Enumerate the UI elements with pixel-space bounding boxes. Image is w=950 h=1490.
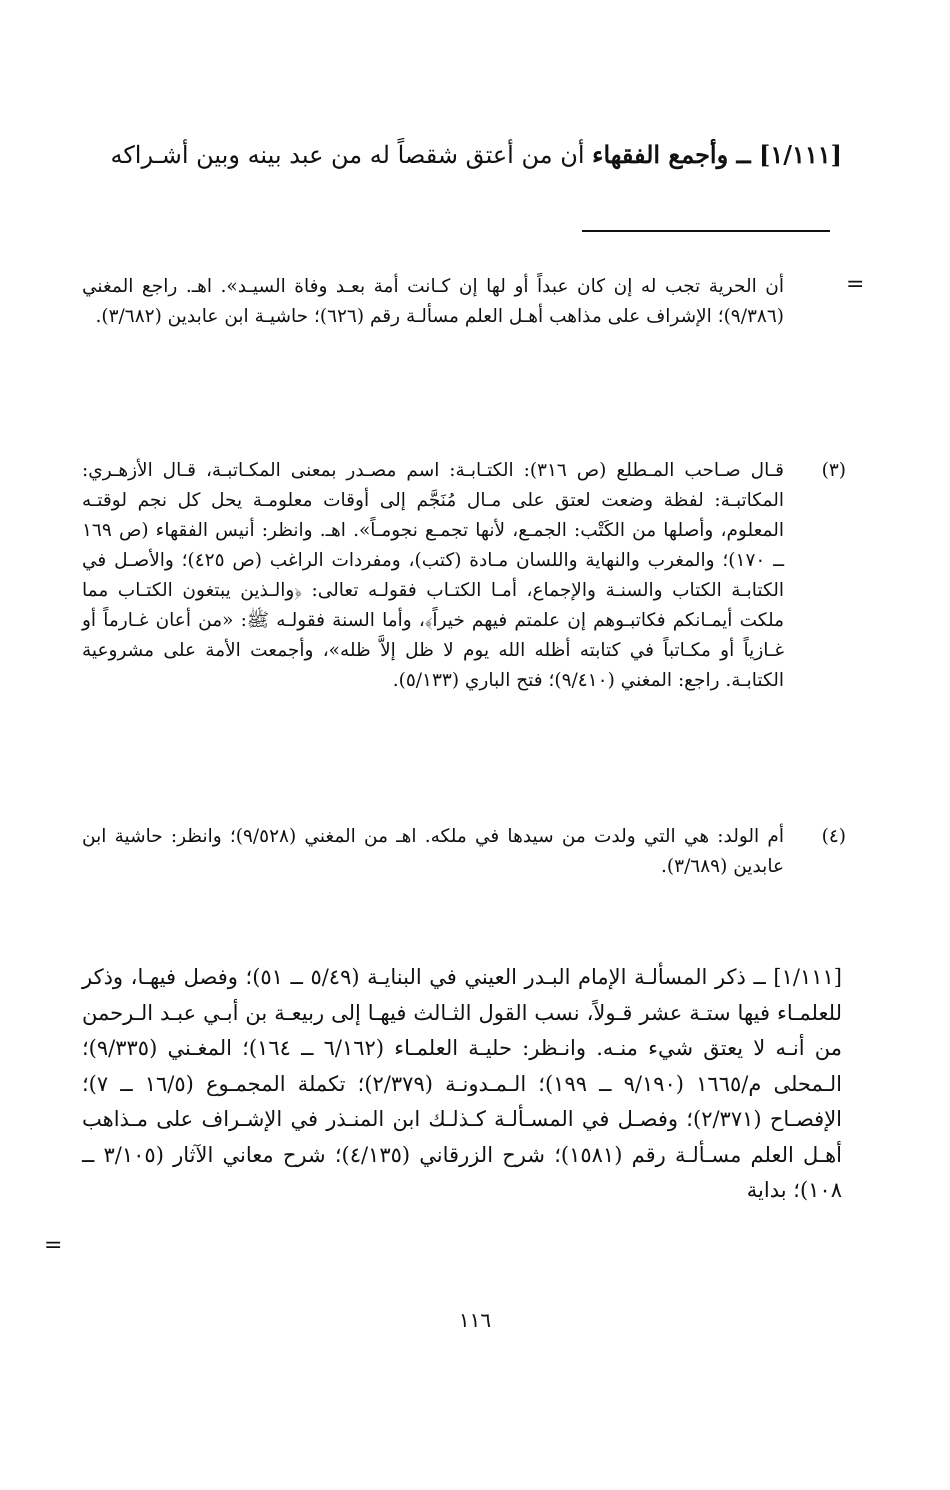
main-text bbox=[82, 135, 842, 175]
commentary: [١/١١١] ــ ذكر المسألـة الإمام البـدر العيني في البنايـة (٥/٤٩ ــ ٥١)؛ وفصل فيهـا، وذكر للعلمـاء فيها ستـة عشر قـولاً، نسب القول الثـالث فيهـا إلى ربيعـة بن أبـي عبـد الـرحمن من أنـه لا يعتق شيء منـه. وانـظر: حليـة العلمـاء (٦/١٦٢ ــ ١٦٤)؛ المغـني (٩/٣٣٥)؛ الـمحلى م/١٦٦٥ (٩/١٩٠ ــ ١٩٩)؛ الـمـدونـة (٢/٣٧٩)؛ تكملة المجمـوع (١٦/٥ ــ ٧)؛ الإفصـاح (٢/٣٧١)؛ وفصـل في المسـألـة كـذلـك ابن المنـذر في الإشـراف على مـذاهب أهـل العلم مسـألـة رقم (١٥٨١)؛ شرح الزرقاني (٤/١٣٥)؛ شرح معاني الآثار (٣/١٠٥ ــ ١٠٨)؛ بداية bbox=[82, 965, 843, 1202]
footnote-3-number: (٣) bbox=[821, 460, 846, 481]
footnote-separator bbox=[582, 230, 830, 232]
footnote-3: قـال صـاحب المـطلع (ص ٣١٦): الكتـابـة: اسم مصـدر بمعنى المكـاتبـة، قـال الأزهـري: المكاتبـة: لفظة وضعت لعتق على مـال مُنَجَّم إلى أوقات معلومـة يحل كل نجم لوقتـه المعلوم، وأصلها من الكَتْب: الجمـع، لأنها تجمـع نجومـاً». اهـ. وانظر: أنيس الفقهاء (ص ١٦٩ ــ ١٧٠)؛ والمغرب والنهاية واللسان مـادة (كتب)، ومفردات الراغب (ص ٤٢٥)؛ والأصـل في الكتابـة الكتاب والسنـة والإجماع، أمـا الكتـاب فقولـه تعالى: ﴿والـذين يبتغون الكتـاب مما ملكت أيمـانكم فكاتبـوهم إن علمتم فيهم خيراً﴾، وأما السنة فقولـه ﷺ: «من أعان غـارماً أو غـازياً أو مكـاتباً في كتابته أظله الله يوم لا ظل إلاَّ ظله»، وأجمعت الأمة على مشروعية الكتابـة. راجع: المغني (٩/٤١٠)؛ فتح الباري (٥/١٣٣). bbox=[82, 460, 784, 691]
commentary-continued-marker: = bbox=[44, 1233, 63, 1258]
main-text-body: أن من أعتق شقصاً له من عبد بينه وبين أشـراكه bbox=[110, 141, 585, 169]
page-number: ١١٦ bbox=[458, 1308, 492, 1332]
footnote-4: أم الولد: هي التي ولدت من سيدها في ملكه. اهـ من المغني (٩/٥٢٨)؛ وانظر: حاشية ابن عابدين (٣/٦٨٩). bbox=[82, 826, 784, 877]
footnote-continued: أن الحرية تجب له إن كان عبداً أو لها إن كـانت أمة بعـد وفاة السيـد». اهـ. راجع المغني (٩/٣٨٦)؛ الإشراف على مذاهب أهـل العلم مسألـة رقم (٦٢٦)؛ حاشيـة ابن عابدين (٣/٦٨٢). bbox=[82, 276, 784, 327]
footnote-continued-marker: = bbox=[846, 272, 865, 297]
main-text-lead: [١/١١١] ــ وأجمع الفقهاء bbox=[592, 140, 842, 169]
footnote-4-number: (٤) bbox=[821, 826, 846, 847]
